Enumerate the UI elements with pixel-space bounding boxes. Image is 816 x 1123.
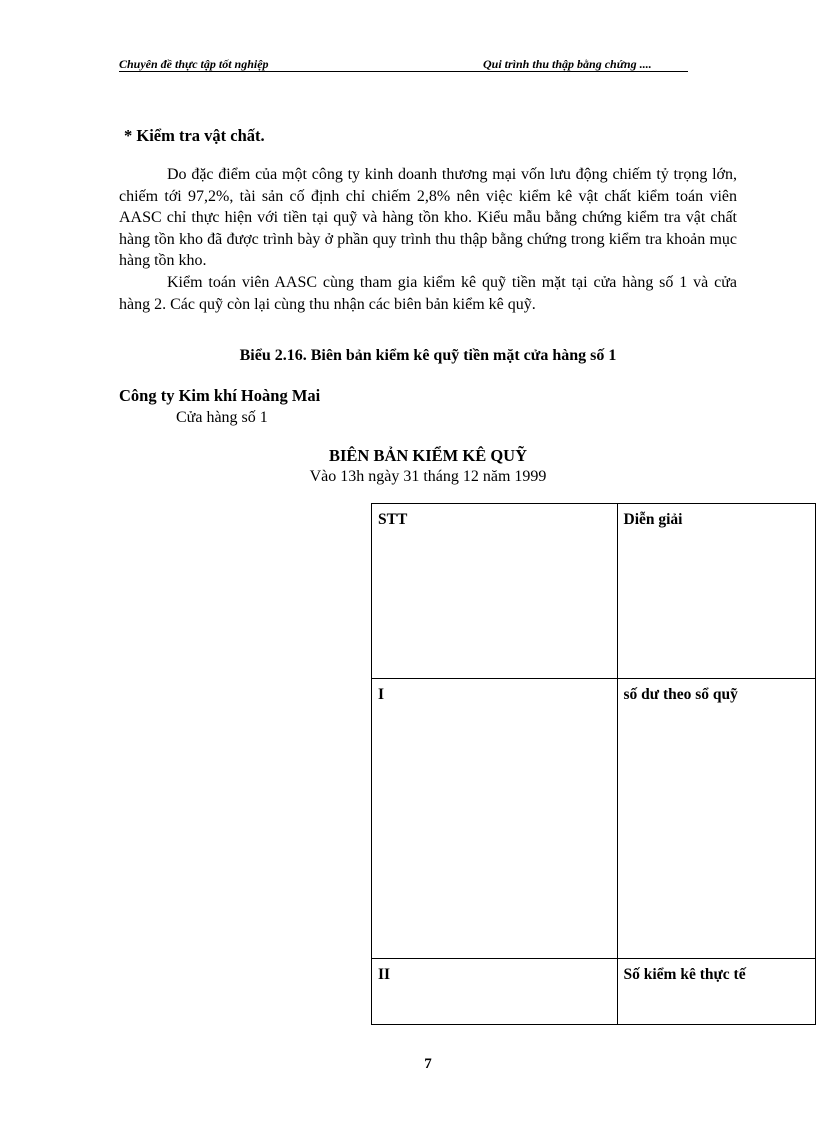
paragraph-2-text: Kiểm toán viên AASC cùng tham gia kiểm kê quỹ tiền mặt tại cửa hàng số 1 và cửa hàng 2. Các quỹ còn lại cùng thu nhận các biên bản kiểm kê quỹ.	[119, 274, 737, 313]
table-cell-stt: I	[372, 679, 618, 959]
table-cell-description: Số kiểm kê thực tế	[617, 959, 816, 1025]
store-name: Cửa hàng số 1	[176, 409, 268, 426]
header-rule	[119, 71, 688, 72]
header-left: Chuyên đề thực tập tốt nghiệp	[119, 57, 269, 71]
paragraph-2	[119, 272, 737, 315]
paragraph-1	[119, 164, 737, 272]
section-heading: * Kiểm tra vật chất.	[124, 126, 265, 145]
cash-count-table	[371, 503, 816, 1025]
table-cell-description: số dư theo sổ quỹ	[617, 679, 816, 959]
table-cell-stt: II	[372, 959, 618, 1025]
table-row	[372, 959, 816, 1025]
document-date: Vào 13h ngày 31 tháng 12 năm 1999	[309, 468, 547, 485]
paragraph-1-text: Do đặc điểm của một công ty kinh doanh thương mại vốn lưu động chiếm tỷ trọng lớn, chiếm tới 97,2%, tài sản cố định chỉ chiếm 2,8% nên việc kiểm kê vật chất kiểm toán viên AASC chỉ thực hiện với tiền tại quỹ và hàng tồn kho. Kiểu mẫu bằng chứng kiểm tra vật chất hàng tồn kho đã được trình bày ở phần quy trình thu thập bằng chứng trong kiểm tra khoản mục hàng tồn kho.	[119, 166, 737, 269]
figure-caption: Biểu 2.16. Biên bản kiểm kê quỹ tiền mặt cửa hàng số 1	[239, 347, 617, 364]
table-header-description: Diễn giải	[617, 504, 816, 679]
company-name: Công ty Kim khí Hoàng Mai	[119, 386, 321, 405]
page-number: 7	[424, 1056, 432, 1072]
document-title: BIÊN BẢN KIỂM KÊ QUỸ	[328, 446, 528, 465]
table-header-row	[372, 504, 816, 679]
table-header-stt: STT	[372, 504, 618, 679]
table-row	[372, 679, 816, 959]
header-right: Qui trình thu thập bằng chứng ....	[483, 57, 652, 71]
